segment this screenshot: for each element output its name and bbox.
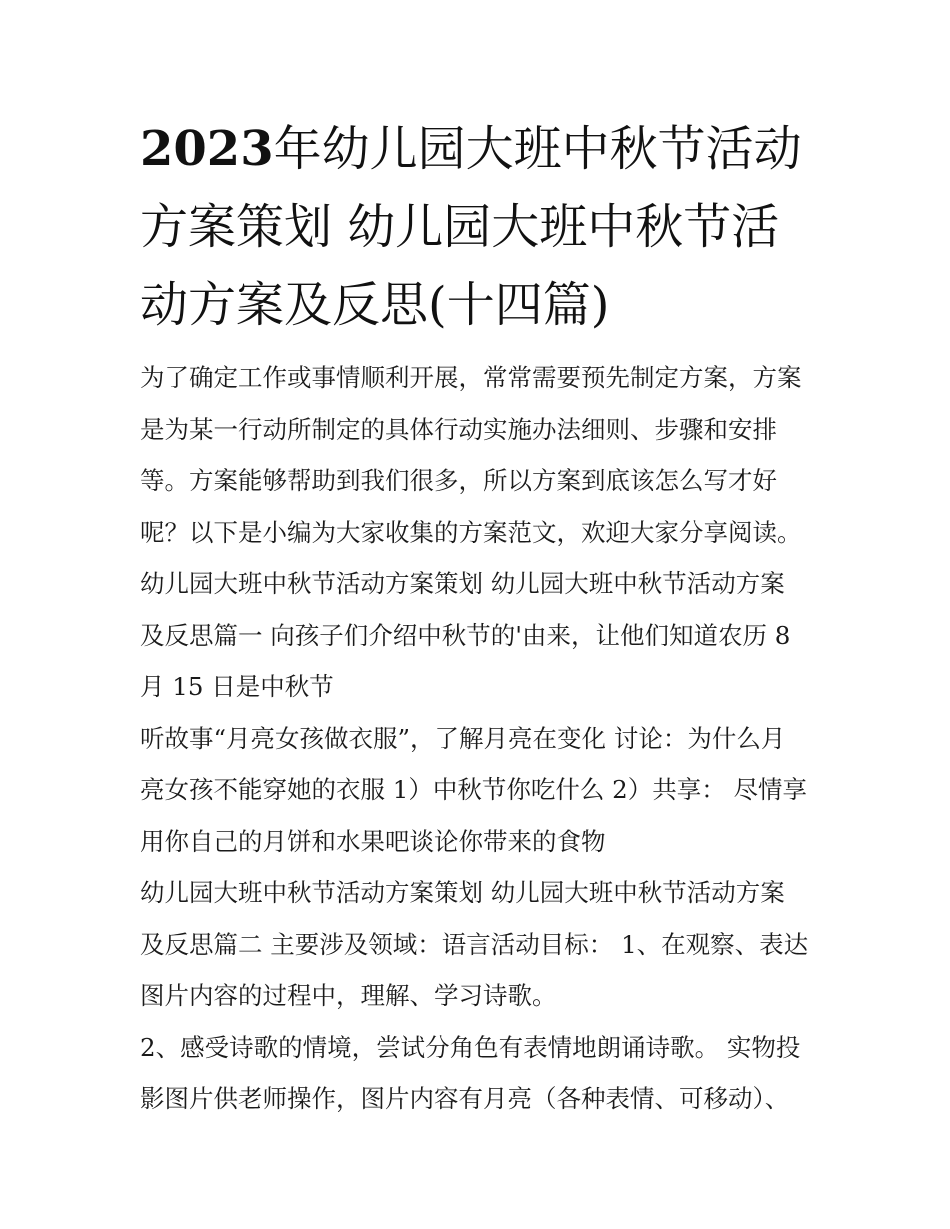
- body-line: 幼儿园大班中秋节活动方案策划 幼儿园大班中秋节活动方案: [140, 569, 785, 598]
- body-line: 2、感受诗歌的情境，尝试分角色有表情地朗诵诗歌。 实物投: [140, 1032, 801, 1062]
- body-line: 月 15 日是中秋节: [140, 672, 334, 701]
- body-line: 是为某一行动所制定的具体行动实施办法细则、步骤和安排: [140, 414, 777, 444]
- body-line: 亮女孩不能穿她的衣服 1）中秋节你吃什么 2）共享： 尽情享: [140, 775, 808, 804]
- title-line-2: 方案策划 幼儿园大班中秋节活: [140, 199, 780, 255]
- body-line: 影图片供老师操作，图片内容有月亮（各种表情、可移动）、: [140, 1084, 790, 1113]
- title-line-3: 动方案及反思(十四篇): [140, 277, 610, 333]
- body-line: 及反思篇一 向孩子们介绍中秋节的'由来，让他们知道农历 8: [140, 620, 791, 650]
- title-year: 2023: [140, 121, 274, 177]
- body-line: 为了确定工作或事情顺利开展，常常需要预先制定方案，方案: [140, 363, 802, 392]
- body-line: 幼儿园大班中秋节活动方案策划 幼儿园大班中秋节活动方案: [140, 878, 785, 907]
- document-body: [140, 352, 830, 1125]
- body-line: 图片内容的过程中，理解、学习诗歌。: [140, 981, 557, 1010]
- body-line: 呢？以下是小编为大家收集的方案范文，欢迎大家分享阅读。: [140, 517, 802, 547]
- body-line: 及反思篇二 主要涉及领域：语言活动目标： 1、在观察、表达: [140, 929, 809, 959]
- body-line: 等。方案能够帮助到我们很多，所以方案到底该怎么写才好: [140, 466, 777, 495]
- body-line: 听故事“月亮女孩做衣服”，了解月亮在变化 讨论：为什么月: [140, 723, 786, 753]
- document-title: [140, 110, 820, 344]
- title-line-1: 年幼儿园大班中秋节活动: [273, 121, 802, 177]
- body-line: 用你自己的月饼和水果吧谈论你带来的食物: [140, 826, 606, 856]
